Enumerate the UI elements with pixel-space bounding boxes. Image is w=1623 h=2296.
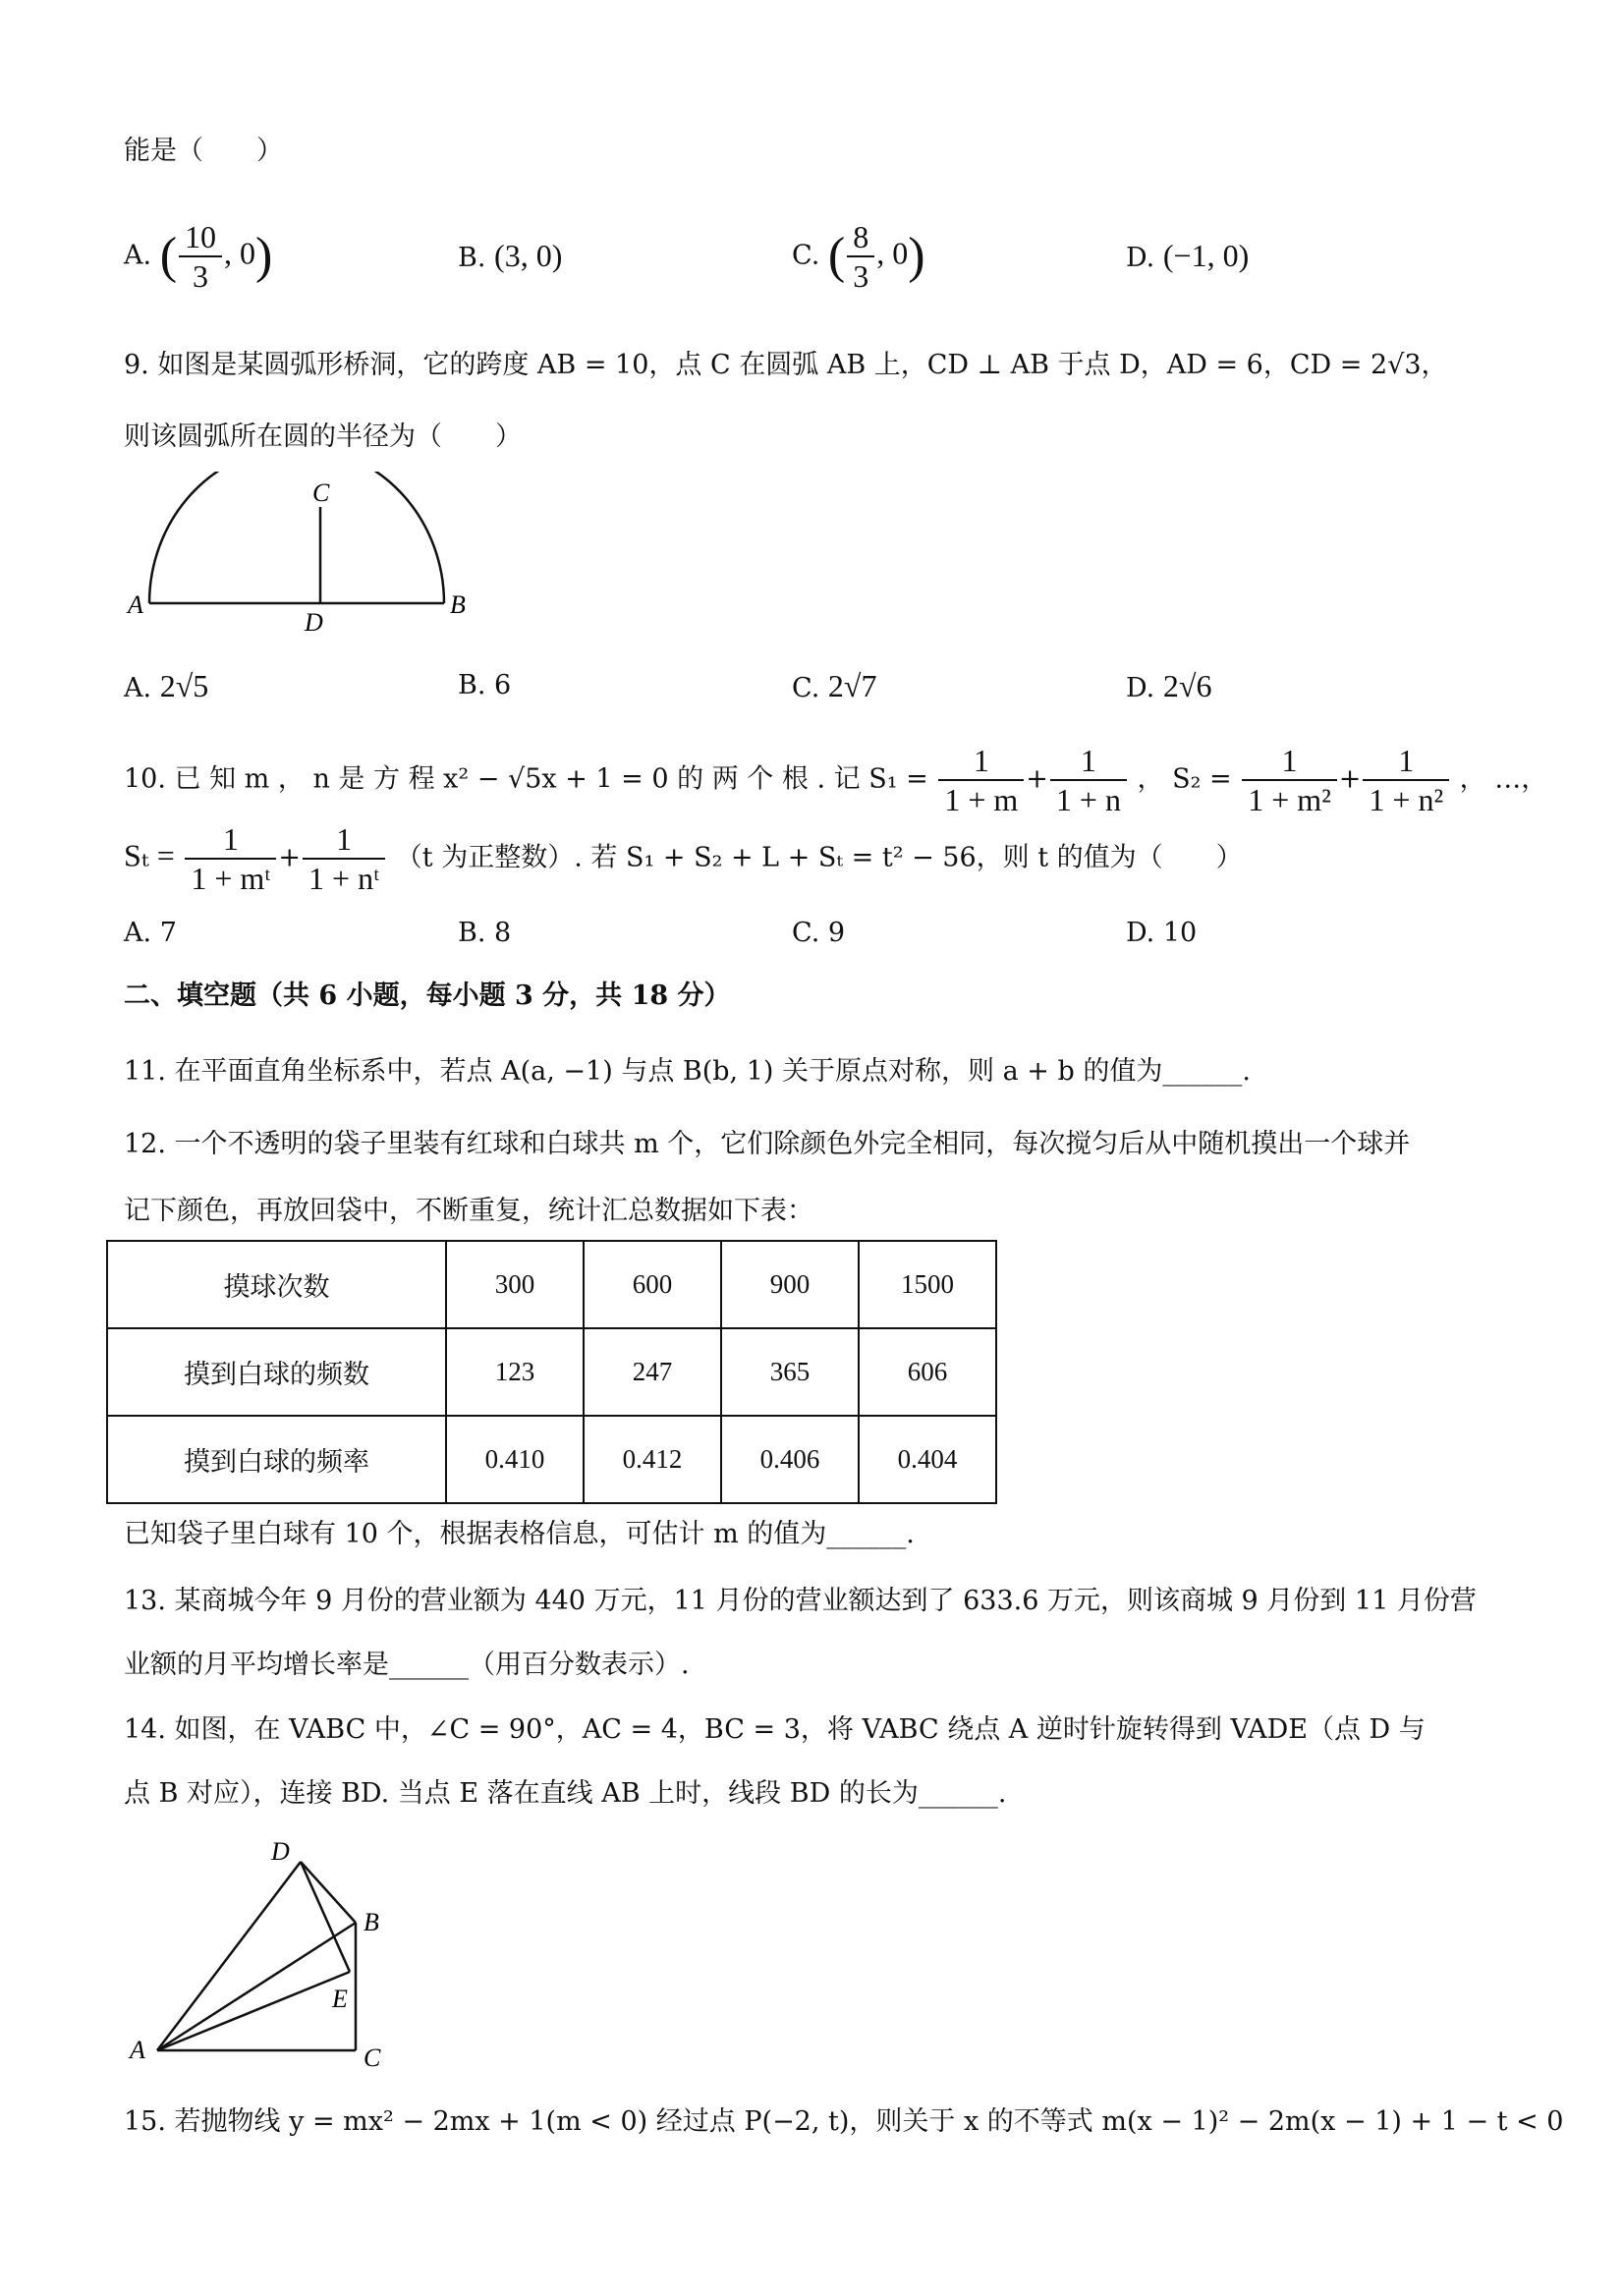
q8-option-c: C. ( $\frac{8}{3}$ , 0) <box>792 219 925 294</box>
table-cell: 300 <box>446 1241 584 1328</box>
q10-s1b-den: 1 + n <box>1055 782 1121 817</box>
table-cell: 1500 <box>859 1241 996 1328</box>
segment-de <box>301 1862 350 1972</box>
q14-line1: 14. 如图，在 VABC 中，∠C = 90°，AC = 4，BC = 3，将 VABC 绕点 A 逆时针旋转得到 VADE（点 D 与 <box>124 1714 1426 1745</box>
q10-option-b <box>458 914 511 953</box>
q10-st-label: Sₜ = <box>124 837 175 873</box>
frequency-table <box>106 1240 997 1504</box>
q9-option-c-text: 2√7 <box>827 668 877 703</box>
table-cell: 摸到白球的频数 <box>107 1328 446 1416</box>
segment-bd <box>301 1862 356 1923</box>
table-row <box>107 1241 996 1328</box>
q13-line1: 13. 某商城今年 9 月份的营业额为 440 万元，11 月份的营业额达到了 633.6 万元，则该商城 9 月份到 11 月份营 <box>124 1586 1477 1616</box>
q8-option-a: A. ( $\frac{10}{3}$ , 0) <box>124 219 273 294</box>
table-cell: 0.404 <box>859 1416 996 1503</box>
q10-option-a-letter: A. <box>124 918 152 948</box>
label-a: A <box>128 590 143 619</box>
q10-sta-den: 1 + mᵗ <box>191 861 271 896</box>
label-c: C <box>364 2044 381 2072</box>
q15: 15. 若抛物线 y = mx² − 2mx + 1(m < 0) 经过点 P(−2, t)，则关于 x 的不等式 m(x − 1)² − 2m(x − 1) + 1 − t < 0 <box>124 2106 1564 2137</box>
q8-option-a-num: 10 <box>179 218 222 257</box>
rotation-triangle-figure <box>118 1832 413 2078</box>
q8-option-b <box>458 236 562 278</box>
segment-ab <box>157 1923 356 2050</box>
q10-option-d-letter: D. <box>1126 918 1155 948</box>
q8-tail: 能是（ ） <box>124 136 283 166</box>
q8-option-a-den: 3 <box>193 258 209 294</box>
label-d: D <box>271 1837 290 1866</box>
q10-sta-num: 1 <box>185 820 276 860</box>
q10-s2b-den: 1 + n² <box>1369 782 1444 817</box>
q10-option-d-text: 10 <box>1162 918 1198 948</box>
q10-option-b-text: 8 <box>494 918 512 948</box>
table-cell: 247 <box>584 1328 721 1416</box>
table-cell: 900 <box>721 1241 859 1328</box>
q8-option-d-text: (−1, 0) <box>1162 238 1250 273</box>
q10-option-c-text: 9 <box>827 918 846 948</box>
q10-line1: 10. 已 知 m ， n 是 方 程 x² − √5x + 1 = 0 的 两 个 根 . 记 S₁ = $\frac{1}{1 + m}$ + $\frac{1}{1 + n}$ ， S₂ = $\frac{1}{\text{1 + m²}}$ + $\frac{1}{\text{1 + n²}}$ ， …， <box>124 743 1548 817</box>
q12-line1: 12. 一个不透明的袋子里装有红球和白球共 m 个，它们除颜色外完全相同，每次搅匀后从中随机摸出一个球并 <box>124 1129 1411 1159</box>
q10-part1: 10. 已 知 m ， n 是 方 程 x² − √5x + 1 = 0 的 两 个 根 . 记 S₁ = <box>124 763 928 795</box>
q8-option-c-den: 3 <box>853 258 869 294</box>
table-cell: 摸球次数 <box>107 1241 446 1328</box>
q10-s2a-den: 1 + m² <box>1248 782 1331 817</box>
q9-line1: 9. 如图是某圆弧形桥洞，它的跨度 AB = 10，点 C 在圆弧 AB 上，CD ⊥ AB 于点 D，AD = 6，CD = 2√3， <box>124 350 1448 380</box>
label-e: E <box>332 1985 348 2013</box>
q8-option-b-text: (3, 0) <box>494 238 563 273</box>
q9-option-a <box>124 666 208 708</box>
q10-part2: ， S₂ = <box>1137 763 1232 795</box>
q10-option-a <box>124 914 177 953</box>
q10-option-b-letter: B. <box>458 918 486 948</box>
q9-option-d-text: 2√6 <box>1162 668 1212 703</box>
q10-s1a-num: 1 <box>938 742 1024 781</box>
q10-option-c <box>792 914 845 953</box>
q9-option-b-text: 6 <box>494 670 512 700</box>
q10-option-a-text: 7 <box>159 918 177 948</box>
table-cell: 365 <box>721 1328 859 1416</box>
q12-line2: 记下颜色，再放回袋中，不断重复，统计汇总数据如下表： <box>124 1196 813 1226</box>
q9-option-a-text: 2√5 <box>159 668 209 703</box>
arc-bridge-figure <box>118 472 491 639</box>
table-cell: 0.412 <box>584 1416 721 1503</box>
arc <box>149 472 444 603</box>
table-cell: 摸到白球的频率 <box>107 1416 446 1503</box>
q11: 11. 在平面直角坐标系中，若点 A(a, −1) 与点 B(b, 1) 关于原点对称，则 a + b 的值为______. <box>124 1056 1251 1087</box>
q10-s1b-num: 1 <box>1050 742 1127 781</box>
q9-line2: 则该圆弧所在圆的半径为（ ） <box>124 421 522 452</box>
table-cell: 0.406 <box>721 1416 859 1503</box>
q10-part4: （t 为正整数）. 若 S₁ + S₂ + L + Sₜ = t² − 56，则 t 的值为（ ） <box>395 842 1243 873</box>
label-b: B <box>450 590 466 619</box>
table-cell: 123 <box>446 1328 584 1416</box>
section-heading: 二、填空题（共 6 小题，每小题 3 分，共 18 分） <box>124 980 731 1011</box>
label-d: D <box>305 608 323 637</box>
q8-option-a-letter: A. <box>124 240 152 271</box>
table-cell: 600 <box>584 1241 721 1328</box>
table-row <box>107 1416 996 1503</box>
q10-s1a-den: 1 + m <box>944 782 1019 817</box>
q10-stb-num: 1 <box>303 820 385 860</box>
label-a: A <box>130 2036 145 2064</box>
table-row <box>107 1328 996 1416</box>
q12-after: 已知袋子里白球有 10 个，根据表格信息，可估计 m 的值为______. <box>124 1519 915 1549</box>
q9-option-c-letter: C. <box>792 673 820 703</box>
q9-option-d <box>1126 666 1211 708</box>
q10-line2: Sₜ = $\frac{1}{\text{1 + mᵗ}}$ + $\frac{1}{\text{1 + nᵗ}}$ （t 为正整数）. 若 S₁ + S₂ + L + Sₜ = t² − 56，则 t 的值为（ ） <box>124 821 1243 896</box>
q9-option-a-letter: A. <box>124 673 152 703</box>
q14-line2: 点 B 对应），连接 BD. 当点 E 落在直线 AB 上时，线段 BD 的长为______. <box>124 1778 1007 1809</box>
q8-option-c-tail: , 0 <box>876 235 909 271</box>
q8-option-c-letter: C. <box>792 240 820 271</box>
q8-option-a-tail: , 0 <box>224 235 256 271</box>
q9-option-c <box>792 666 876 708</box>
label-c: C <box>312 478 330 507</box>
q10-option-c-letter: C. <box>792 918 820 948</box>
q8-option-d-letter: D. <box>1126 243 1155 273</box>
q9-option-b-letter: B. <box>458 670 486 700</box>
q10-part3: ， …， <box>1459 763 1548 795</box>
q10-s2a-num: 1 <box>1242 742 1337 781</box>
q13-line2: 业额的月平均增长率是______（用百分数表示）. <box>124 1650 690 1680</box>
q9-option-b <box>458 666 511 705</box>
q10-s2b-num: 1 <box>1363 742 1449 781</box>
q10-stb-den: 1 + nᵗ <box>308 861 380 896</box>
q9-option-d-letter: D. <box>1126 673 1155 703</box>
label-b: B <box>364 1908 379 1936</box>
q10-option-d <box>1126 914 1197 953</box>
table-cell: 606 <box>859 1328 996 1416</box>
q8-option-c-num: 8 <box>847 218 874 257</box>
table-cell: 0.410 <box>446 1416 584 1503</box>
q8-option-d <box>1126 236 1249 278</box>
q8-option-b-letter: B. <box>458 243 486 273</box>
